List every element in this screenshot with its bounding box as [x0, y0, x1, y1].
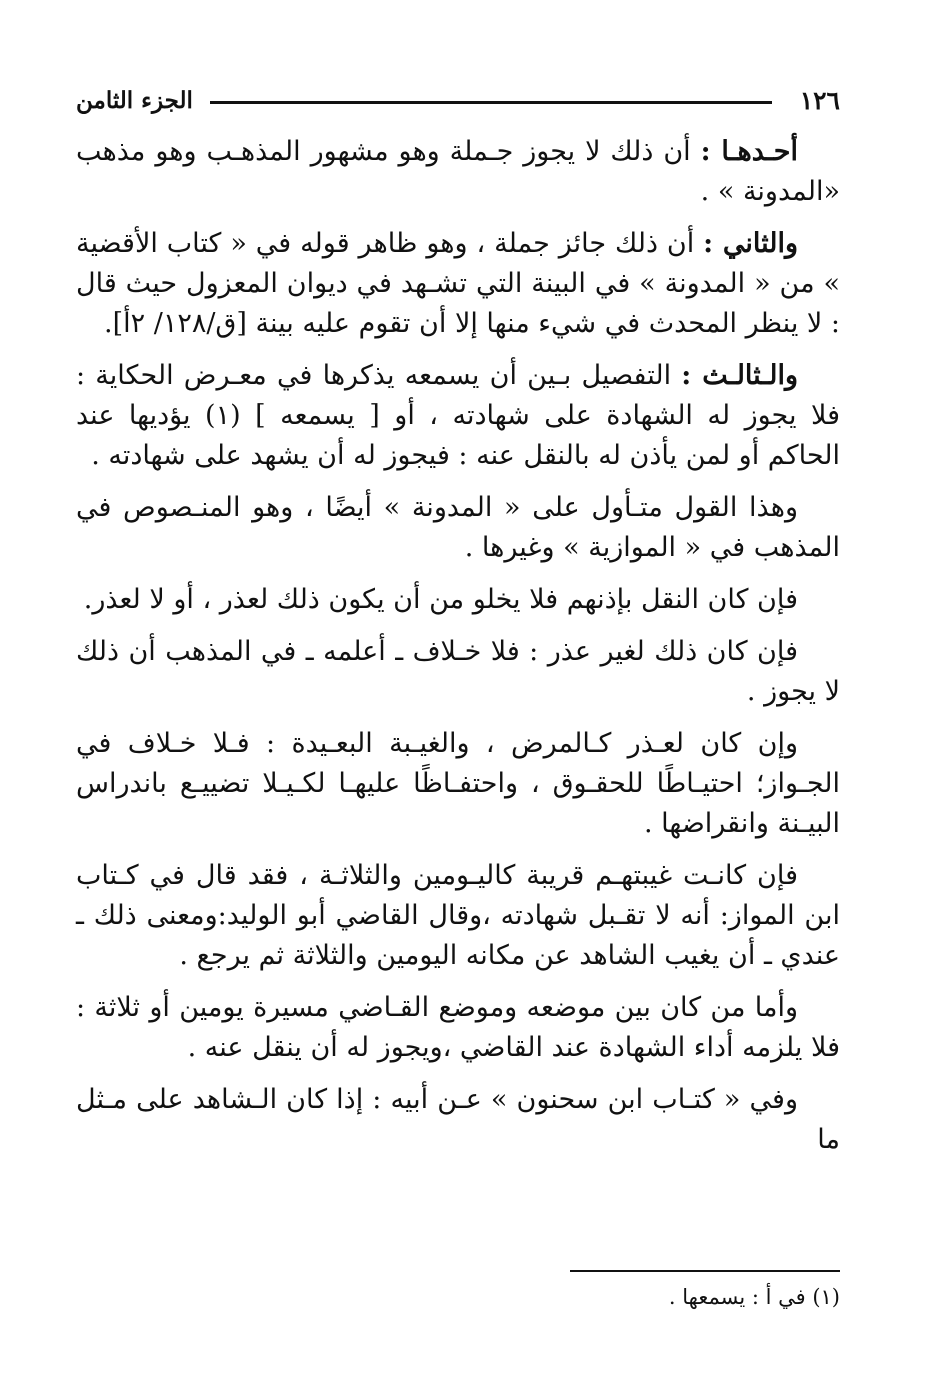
- paragraph: [76, 132, 840, 212]
- paragraph-text: فإن كان النقل بإذنهم فلا يخلو من أن يكون ذلك لعذر ، أو لا لعذر.: [83, 584, 798, 615]
- paragraph: [76, 580, 840, 620]
- paragraph: [76, 488, 840, 568]
- paragraph-text: وأما من كان بين موضعه وموضع القـاضي مسيرة يومين أو ثلاثة : فلا يلزمه أداء الشهادة عند القاضي ،ويجوز له أن ينقل عنه .: [76, 992, 840, 1063]
- paragraph-text: فإن كانـت غيبتهـم قريبة كاليـومين والثلاثـة ، فقد قال في كـتاب ابن المواز: أنه لا تقـبل شهادته ،وقال القاضي أبو الوليد:ومعنى ذلك ـ عندي ـ أن يغيب الشاهد عن مكانه اليومين والثلاثة ثم يرجع .: [76, 860, 840, 971]
- footnote: (١) في أ : يسمعها .: [668, 1285, 840, 1309]
- paragraph-lead: والـثالـث :: [681, 360, 798, 391]
- book-page: [76, 0, 840, 1384]
- paragraph-text: وإن كان لعـذر كـالمرض ، والغيـبة البعـيدة : فـلا خـلاف في الجـواز؛ احتيـاطًا للحقـوق ، واحتفـاظًا عليهـا لكـيـلا تضييـع باندراس البيـنة وانقراضها .: [76, 728, 840, 839]
- paragraph-lead: والثاني :: [703, 228, 798, 259]
- paragraph: [76, 1080, 840, 1160]
- paragraph-text: التفصيل بـين أن يسمعه يذكرها في معـرض الحكاية : فلا يجوز له الشهادة على شهادته ، أو [ يسمعه ] (١) يؤديها عند الحاكم أو لمن يأذن له بالنقل عنه : فيجوز له أن يشهد على شهادته .: [76, 360, 840, 471]
- header-rule: [210, 101, 772, 104]
- paragraph-text: فإن كان ذلك لغير عذر : فلا خـلاف ـ أعلمه ـ في المذهب أن ذلك لا يجوز .: [76, 636, 840, 707]
- paragraph: [76, 632, 840, 712]
- paragraph-text: وفي « كتـاب ابن سحنون » عـن أبيه : إذا كان الـشاهد على مـثل ما: [76, 1084, 840, 1155]
- paragraph-text: أن ذلك جائز جملة ، وهو ظاهر قوله في « كتاب الأقضية » من « المدونة » في البينة التي تشـهد في ديوان المعزول حيث قال : لا ينظر المحدث في شيء منها إلا أن تقوم عليه بينة [ق/١٢٨/ ٢أ].: [76, 228, 840, 339]
- running-title: الجزء الثامن: [76, 87, 193, 114]
- page-number: ١٢٦: [799, 86, 840, 115]
- main-text: [76, 132, 840, 1172]
- page-header: [76, 84, 840, 118]
- paragraph: [76, 356, 840, 476]
- paragraph-text: أن ذلك لا يجوز جـملة وهو مشهور المذهـب وهو مذهب «المدونة » .: [76, 136, 840, 207]
- footnote-separator: [570, 1270, 840, 1272]
- paragraph: [76, 856, 840, 976]
- paragraph: [76, 988, 840, 1068]
- paragraph-lead: أحـدهـا :: [700, 136, 798, 167]
- paragraph-text: وهذا القول متـأول على « المدونة » أيضًا ، وهو المنـصوص في المذهب في « الموازية » وغيرها .: [76, 492, 840, 563]
- paragraph: [76, 224, 840, 344]
- paragraph: [76, 724, 840, 844]
